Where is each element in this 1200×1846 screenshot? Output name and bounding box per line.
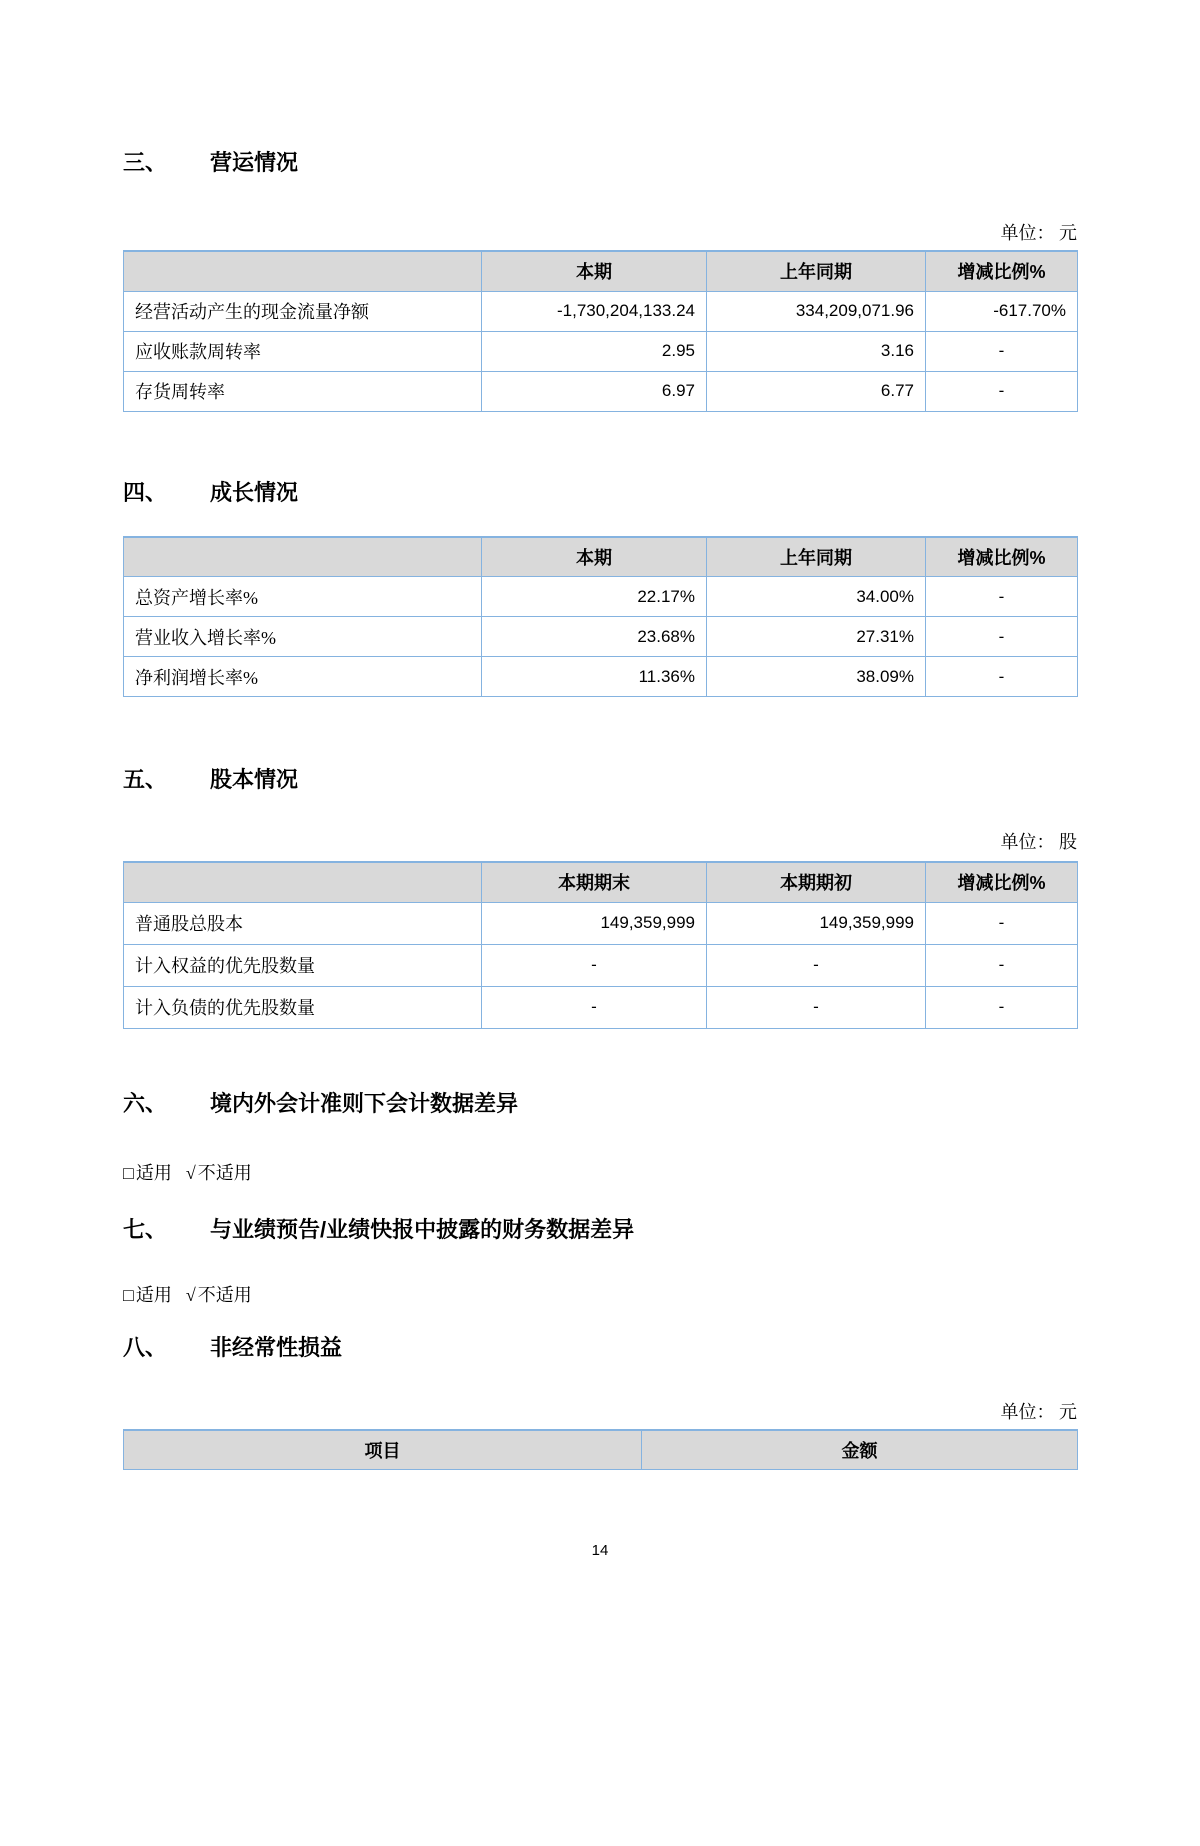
table-row: [124, 986, 1078, 1028]
checkbox-empty-icon: □: [123, 1162, 134, 1183]
applicable-label: 适用: [135, 1162, 172, 1183]
checkbox-empty-icon: □: [123, 1284, 134, 1305]
unit-label: 单位： 元: [1000, 223, 1077, 243]
table-header-row: [124, 537, 1078, 577]
row-label: 总资产增长率%: [124, 577, 482, 617]
section-title: 非经常性损益: [210, 1334, 343, 1360]
section-title: 境内外会计准则下会计数据差异: [210, 1090, 519, 1116]
section-number: 五、: [123, 767, 168, 792]
section-number: 六、: [123, 1090, 168, 1116]
table-row: [124, 902, 1078, 944]
applicable-option: [123, 1283, 172, 1307]
section-heading-equity: [123, 767, 1077, 793]
column-header-change-ratio: 增减比例%: [926, 862, 1078, 902]
table-cell: -: [926, 331, 1078, 371]
table-cell: -: [926, 371, 1078, 411]
table-cell: 149,359,999: [707, 902, 926, 944]
column-header-current-period: 本期: [482, 251, 707, 291]
table-row: [124, 657, 1078, 697]
table-cell: -: [707, 944, 926, 986]
section-heading-nonrecurring: [123, 1335, 1077, 1361]
table-cell: 334,209,071.96: [707, 291, 926, 331]
section-title: 营运情况: [210, 150, 299, 175]
table-cell: 38.09%: [707, 657, 926, 697]
row-label: 计入负债的优先股数量: [124, 986, 482, 1028]
column-header-amount: 金额: [642, 1430, 1078, 1470]
page-number: 14: [591, 1542, 609, 1559]
section-number: 七、: [123, 1216, 168, 1242]
table-row: [124, 617, 1078, 657]
row-label: 计入权益的优先股数量: [124, 944, 482, 986]
table-row: [124, 291, 1078, 331]
applicable-option: [123, 1161, 172, 1185]
section-title: 股本情况: [210, 767, 299, 792]
section-title: 与业绩预告/业绩快报中披露的财务数据差异: [210, 1216, 635, 1242]
table-cell: -: [926, 986, 1078, 1028]
column-header-current-period: 本期: [482, 537, 707, 577]
table-cell: 34.00%: [707, 577, 926, 617]
table-cell: -: [926, 944, 1078, 986]
column-header-blank: [124, 862, 482, 902]
section-heading-growth: [123, 480, 1077, 506]
table-cell: -: [926, 902, 1078, 944]
checkmark-icon: √: [185, 1284, 196, 1305]
growth-table: [123, 536, 1078, 698]
table-cell: 6.97: [482, 371, 707, 411]
column-header-item: 项目: [124, 1430, 642, 1470]
column-header-period-end: 本期期末: [482, 862, 707, 902]
equity-table: [123, 861, 1078, 1029]
section-heading-forecast-diff: [123, 1217, 1077, 1243]
table-cell: 2.95: [482, 331, 707, 371]
column-header-change-ratio: 增减比例%: [926, 251, 1078, 291]
checkmark-icon: √: [185, 1162, 196, 1183]
nonrecurring-table: [123, 1429, 1078, 1471]
table-cell: 3.16: [707, 331, 926, 371]
row-label: 净利润增长率%: [124, 657, 482, 697]
applicability-line: [123, 1161, 1077, 1185]
table-cell: -: [482, 986, 707, 1028]
column-header-blank: [124, 251, 482, 291]
not-applicable-label: 不适用: [197, 1162, 252, 1183]
row-label: 应收账款周转率: [124, 331, 482, 371]
table-cell: -: [926, 577, 1078, 617]
row-label: 存货周转率: [124, 371, 482, 411]
section-title: 成长情况: [210, 479, 299, 505]
table-cell: 22.17%: [482, 577, 707, 617]
column-header-prior-period: 上年同期: [707, 251, 926, 291]
table-cell: 149,359,999: [482, 902, 707, 944]
column-header-prior-period: 上年同期: [707, 537, 926, 577]
row-label: 经营活动产生的现金流量净额: [124, 291, 482, 331]
not-applicable-label: 不适用: [197, 1284, 252, 1305]
table-cell: -: [482, 944, 707, 986]
table-row: [124, 944, 1078, 986]
table-row: [124, 371, 1078, 411]
not-applicable-option: [186, 1283, 252, 1307]
table-cell: -: [707, 986, 926, 1028]
unit-label: 单位： 股: [1000, 832, 1077, 852]
row-label: 营业收入增长率%: [124, 617, 482, 657]
table-row: [124, 331, 1078, 371]
column-header-blank: [124, 537, 482, 577]
table-cell: -: [926, 617, 1078, 657]
row-label: 普通股总股本: [124, 902, 482, 944]
table-cell: -1,730,204,133.24: [482, 291, 707, 331]
section-number: 四、: [123, 479, 168, 505]
table-header-row: [124, 862, 1078, 902]
table-row: [124, 577, 1078, 617]
table-header-row: [124, 1430, 1078, 1470]
unit-label: 单位： 元: [1000, 1401, 1077, 1422]
report-page: [0, 150, 1200, 1560]
section-heading-accounting-diff: [123, 1091, 1077, 1117]
column-header-change-ratio: 增减比例%: [926, 537, 1078, 577]
table-header-row: [124, 251, 1078, 291]
applicable-label: 适用: [135, 1284, 172, 1305]
table-cell: 27.31%: [707, 617, 926, 657]
operations-table: [123, 250, 1078, 412]
table-cell: 11.36%: [482, 657, 707, 697]
table-cell: 23.68%: [482, 617, 707, 657]
table-cell: 6.77: [707, 371, 926, 411]
column-header-period-begin: 本期期初: [707, 862, 926, 902]
not-applicable-option: [186, 1161, 252, 1185]
applicability-line: [123, 1283, 1077, 1307]
section-number: 八、: [123, 1334, 168, 1360]
section-heading-operations: [123, 150, 1077, 176]
table-cell: -617.70%: [926, 291, 1078, 331]
table-cell: -: [926, 657, 1078, 697]
section-number: 三、: [123, 150, 168, 175]
